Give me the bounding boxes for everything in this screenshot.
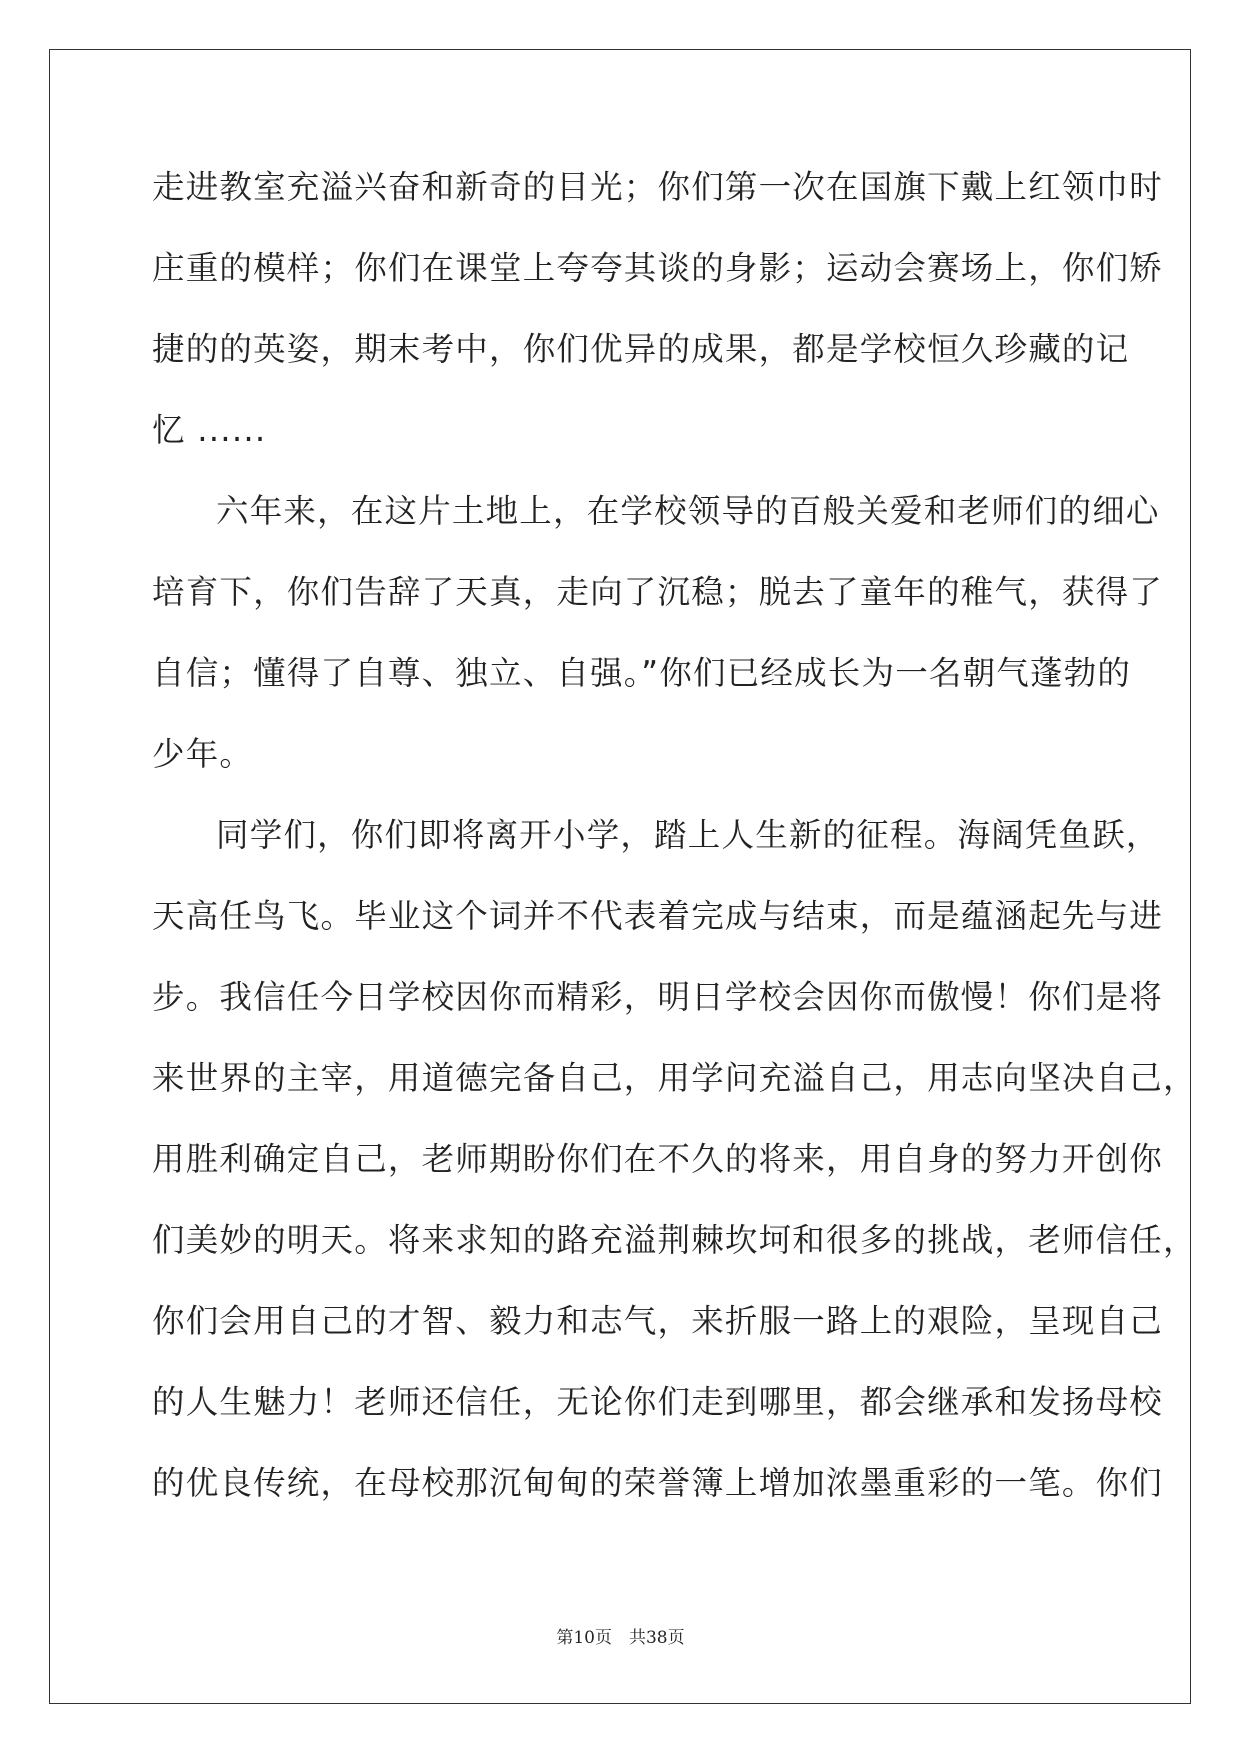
text-line: 天高任鸟飞。毕业这个词并不代表着完成与结束，而是蕴涵起先与进 bbox=[152, 897, 1164, 935]
text-line: 来世界的主宰，用道德完备自己，用学问充溢自己，用志向坚决自己， bbox=[152, 1059, 1197, 1097]
text-line: 自信；懂得了自尊、独立、自强。”你们已经成长为一名朝气蓬勃的 bbox=[152, 654, 1132, 692]
document-body bbox=[152, 159, 1197, 1536]
page-number: 第10页 共38页 bbox=[556, 1628, 685, 1648]
text-line: 们美妙的明天。将来求知的路充溢荆棘坎坷和很多的挑战，老师信任， bbox=[152, 1221, 1197, 1259]
text-line: 忆 ...... bbox=[152, 411, 267, 449]
text-line: 捷的的英姿，期末考中，你们优异的成果，都是学校恒久珍藏的记 bbox=[152, 330, 1130, 368]
text-line: 你们会用自己的才智、毅力和志气，来折服一路上的艰险，呈现自己 bbox=[152, 1302, 1164, 1340]
text-line: 庄重的模样；你们在课堂上夸夸其谈的身影；运动会赛场上，你们矫 bbox=[152, 249, 1164, 287]
text-line: 的人生魅力！老师还信任，无论你们走到哪里，都会继承和发扬母校 bbox=[152, 1383, 1164, 1421]
text-line: 六年来，在这片土地上，在学校领导的百般关爱和老师们的细心 bbox=[216, 492, 1160, 530]
text-line: 步。我信任今日学校因你而精彩，明日学校会因你而傲慢！你们是将 bbox=[152, 978, 1164, 1016]
text-line: 走进教室充溢兴奋和新奇的目光；你们第一次在国旗下戴上红领巾时 bbox=[152, 168, 1164, 206]
text-line: 培育下，你们告辞了天真，走向了沉稳；脱去了童年的稚气，获得了 bbox=[152, 573, 1164, 611]
text-line: 用胜利确定自己，老师期盼你们在不久的将来，用自身的努力开创你 bbox=[152, 1140, 1164, 1178]
text-line: 的优良传统，在母校那沉甸甸的荣誉簿上增加浓墨重彩的一笔。你们 bbox=[152, 1464, 1164, 1502]
text-line: 少年。 bbox=[152, 735, 254, 773]
text-line: 同学们，你们即将离开小学，踏上人生新的征程。海阔凭鱼跃， bbox=[216, 816, 1160, 854]
